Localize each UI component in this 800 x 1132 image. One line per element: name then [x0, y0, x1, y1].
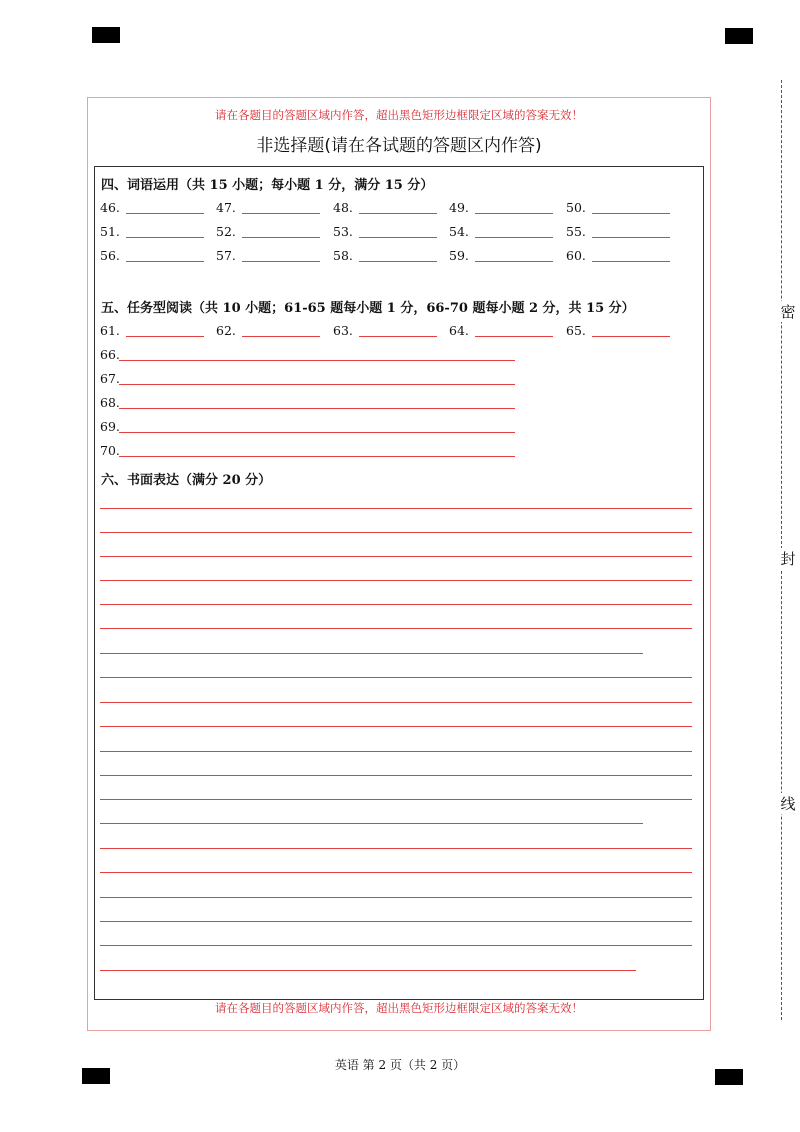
writing-line[interactable]: [100, 580, 692, 581]
question-number: 53.: [333, 224, 353, 239]
question-number: 49.: [449, 200, 469, 215]
writing-line[interactable]: [100, 970, 636, 971]
question-number: 51.: [100, 224, 120, 239]
answer-region-outer: [87, 97, 711, 1031]
answer-line[interactable]: [359, 237, 437, 238]
writing-line[interactable]: [100, 604, 692, 605]
question-69[interactable]: [100, 419, 120, 434]
seal-char-3: 线: [778, 793, 798, 814]
answer-line[interactable]: [475, 261, 553, 262]
page-title: 非选择题(请在各试题的答题区内作答): [256, 136, 542, 156]
question-number: 68.: [100, 395, 120, 410]
writing-line[interactable]: [100, 775, 692, 776]
warning-top: 请在各题目的答题区域内作答，超出黑色矩形边框限定区域的答案无效！: [215, 108, 583, 122]
writing-line[interactable]: [100, 532, 692, 533]
writing-line[interactable]: [100, 508, 692, 509]
answer-line[interactable]: [475, 237, 553, 238]
answer-line[interactable]: [126, 261, 204, 262]
answer-line[interactable]: [119, 432, 515, 433]
question-number: 57.: [216, 248, 236, 263]
question-number: 48.: [333, 200, 353, 215]
answer-line[interactable]: [126, 237, 204, 238]
question-number: 63.: [333, 323, 353, 338]
question-number: 64.: [449, 323, 469, 338]
answer-line[interactable]: [119, 360, 515, 361]
writing-line[interactable]: [100, 702, 692, 703]
answer-line[interactable]: [359, 213, 437, 214]
question-66[interactable]: [100, 347, 120, 362]
question-number: 61.: [100, 323, 120, 338]
answer-line[interactable]: [242, 237, 320, 238]
answer-line[interactable]: [242, 261, 320, 262]
writing-line[interactable]: [100, 726, 692, 727]
seal-char-1: 密: [778, 301, 798, 322]
answer-line[interactable]: [242, 336, 320, 337]
warning-bottom: 请在各题目的答题区域内作答，超出黑色矩形边框限定区域的答案无效！: [215, 1001, 583, 1015]
question-number: 62.: [216, 323, 236, 338]
question-70[interactable]: [100, 443, 120, 458]
writing-line[interactable]: [100, 945, 692, 946]
question-number: 52.: [216, 224, 236, 239]
question-67[interactable]: [100, 371, 120, 386]
answer-line[interactable]: [242, 213, 320, 214]
question-number: 46.: [100, 200, 120, 215]
question-number: 59.: [449, 248, 469, 263]
question-number: 70.: [100, 443, 120, 458]
question-number: 47.: [216, 200, 236, 215]
section6-heading: 六、书面表达（满分 20 分）: [101, 473, 272, 488]
writing-line[interactable]: [100, 921, 692, 922]
answer-line[interactable]: [126, 213, 204, 214]
question-number: 54.: [449, 224, 469, 239]
question-68[interactable]: [100, 395, 120, 410]
writing-line[interactable]: [100, 823, 643, 824]
writing-line[interactable]: [100, 653, 643, 654]
writing-line[interactable]: [100, 897, 692, 898]
writing-line[interactable]: [100, 848, 692, 849]
page-footer: 英语 第 2 页（共 2 页）: [334, 1058, 466, 1072]
writing-line[interactable]: [100, 677, 692, 678]
answer-line[interactable]: [592, 261, 670, 262]
question-number: 50.: [566, 200, 586, 215]
section4-heading: 四、词语运用（共 15 小题；每小题 1 分，满分 15 分）: [101, 178, 434, 193]
writing-line[interactable]: [100, 799, 692, 800]
answer-line[interactable]: [592, 213, 670, 214]
answer-line[interactable]: [119, 456, 515, 457]
answer-line[interactable]: [592, 237, 670, 238]
answer-line[interactable]: [126, 336, 204, 337]
question-number: 66.: [100, 347, 120, 362]
answer-line[interactable]: [359, 261, 437, 262]
writing-line[interactable]: [100, 628, 692, 629]
answer-box: [94, 166, 704, 1000]
question-number: 60.: [566, 248, 586, 263]
question-number: 67.: [100, 371, 120, 386]
answer-line[interactable]: [359, 336, 437, 337]
question-number: 58.: [333, 248, 353, 263]
question-number: 55.: [566, 224, 586, 239]
corner-mark-top-left: [92, 27, 120, 43]
question-number: 56.: [100, 248, 120, 263]
section5-heading: 五、任务型阅读（共 10 小题；61-65 题每小题 1 分，66-70 题每小题 2 分，共 15 分）: [101, 301, 635, 316]
answer-line[interactable]: [475, 336, 553, 337]
question-number: 69.: [100, 419, 120, 434]
answer-line[interactable]: [119, 384, 515, 385]
answer-line[interactable]: [475, 213, 553, 214]
writing-line[interactable]: [100, 751, 692, 752]
corner-mark-top-right: [725, 28, 753, 44]
answer-line[interactable]: [592, 336, 670, 337]
question-number: 65.: [566, 323, 586, 338]
answer-line[interactable]: [119, 408, 515, 409]
writing-line[interactable]: [100, 556, 692, 557]
writing-line[interactable]: [100, 872, 692, 873]
seal-char-2: 封: [778, 548, 798, 569]
